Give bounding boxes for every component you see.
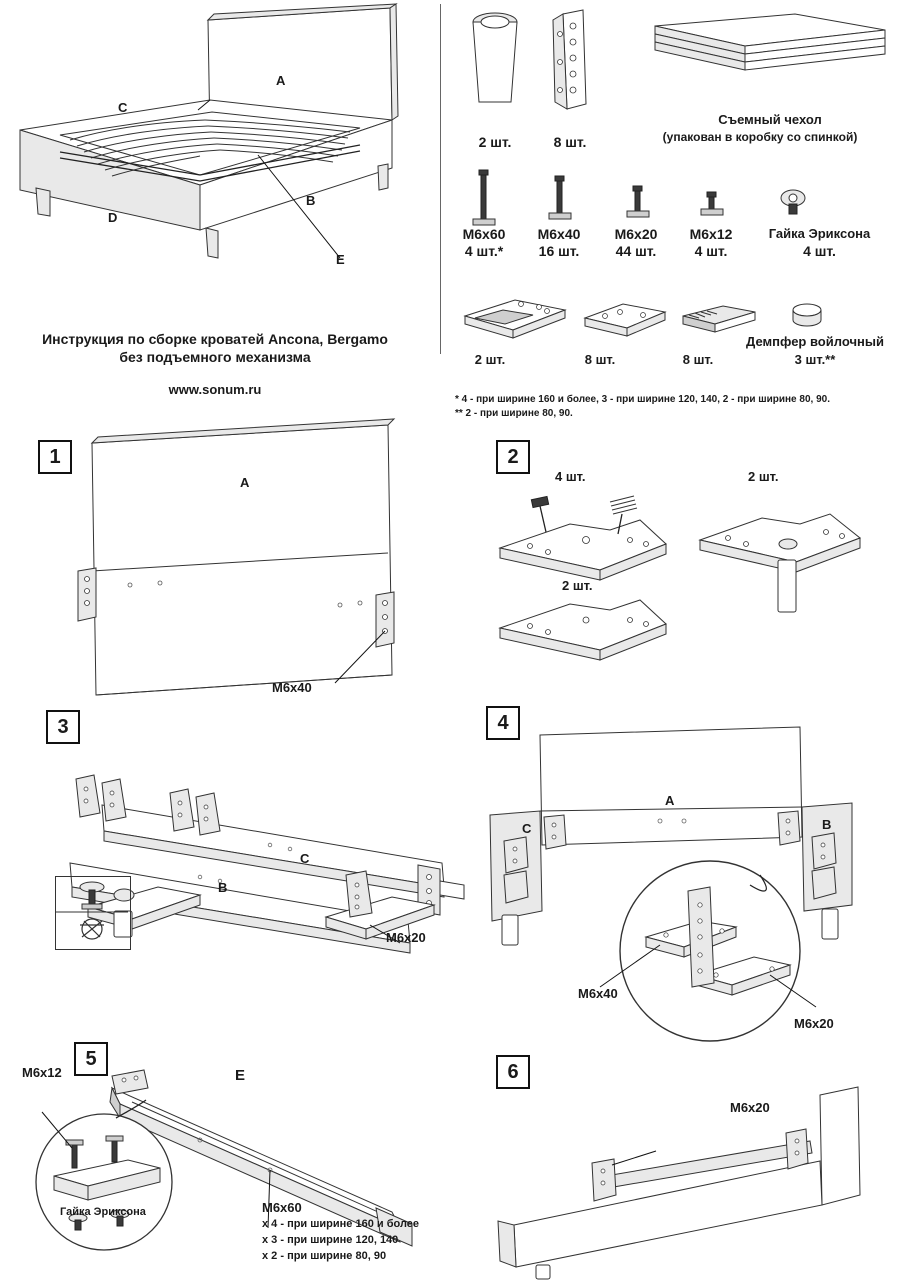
step-6-illustration <box>480 1085 890 1275</box>
bolt-name-m6x60: M6x60 <box>462 226 506 242</box>
step3-callout-m6x20: M6x20 <box>386 930 426 945</box>
step1-callout-m6x40: M6x40 <box>272 680 312 695</box>
title-line-1: Инструкция по сборке кроватей Ancona, Bergamo <box>42 331 388 347</box>
step1-label-A: A <box>240 475 250 490</box>
step5-note-2: x 3 - при ширине 120, 140 <box>262 1234 399 1246</box>
footnote-1: * 4 - при ширине 160 и более, 3 - при ширине 120, 140, 2 - при ширине 80, 90. <box>455 394 830 405</box>
step4-label-C: C <box>522 821 532 836</box>
part-qty-pad: 8 шт. <box>682 352 714 367</box>
step4-callout-m6x40: M6x40 <box>578 986 618 1001</box>
bed-label-E: E <box>336 252 345 267</box>
damper-name: Демпфер войлочный <box>746 334 884 349</box>
parts-list <box>455 4 895 419</box>
nut-qty-eriksson: 4 шт. <box>803 243 836 259</box>
step2-qty-1: 4 шт. <box>555 469 586 484</box>
step5-label-E: E <box>235 1067 246 1084</box>
bolt-qty-m6x40: 16 шт. <box>538 243 580 259</box>
step-1-illustration <box>70 425 450 715</box>
step5-note-1: x 4 - при ширине 160 и более <box>262 1218 420 1230</box>
bolt-qty-m6x60: 4 шт.* <box>464 243 504 259</box>
step-number-4: 4 <box>486 706 520 740</box>
step-number-2: 2 <box>496 440 530 474</box>
step6-callout-m6x20: M6x20 <box>730 1100 770 1115</box>
title-line-2: без подъемного механизма <box>119 349 311 365</box>
part-qty-corner-bracket: 8 шт. <box>553 134 587 150</box>
bed-label-B: B <box>306 193 316 208</box>
step-number-3: 3 <box>46 710 80 744</box>
bolt-qty-m6x20: 44 шт. <box>615 243 657 259</box>
step-2-illustration <box>470 460 890 680</box>
step4-callout-m6x20: M6x20 <box>794 1016 834 1031</box>
bed-label-C: C <box>118 100 128 115</box>
step4-label-A: A <box>665 793 675 808</box>
step3-label-B: B <box>218 880 228 895</box>
page-title <box>10 330 420 366</box>
bolt-name-m6x20: M6x20 <box>614 226 658 242</box>
step-4-illustration <box>460 725 895 1045</box>
tool-hint-box <box>55 876 131 950</box>
step-number-5: 5 <box>74 1042 108 1076</box>
bed-label-D: D <box>108 210 118 225</box>
step5-callout-m6x60: M6x60 <box>262 1200 302 1215</box>
part-qty-bracket-angle: 8 шт. <box>584 352 616 367</box>
bed-label-A: A <box>276 73 286 88</box>
bolt-name-m6x12: M6x12 <box>689 226 733 242</box>
step-number-1: 1 <box>38 440 72 474</box>
website-link[interactable]: www.sonum.ru <box>168 382 262 397</box>
step2-qty-2: 2 шт. <box>748 469 779 484</box>
nut-name-eriksson: Гайка Эриксона <box>768 226 871 241</box>
part-qty-leg: 2 шт. <box>478 134 512 150</box>
step5-callout-eriksson-nut: Гайка Эриксона <box>60 1206 146 1218</box>
step5-callout-m6x12: M6x12 <box>22 1065 62 1080</box>
part-qty-bracket-long: 2 шт. <box>474 352 506 367</box>
cover-note: (упакован в коробку со спинкой) <box>662 130 858 144</box>
cover-title: Съемный чехол <box>718 112 822 127</box>
bolt-name-m6x40: M6x40 <box>537 226 581 242</box>
damper-qty: 3 шт.** <box>794 352 836 367</box>
step5-note-3: x 2 - при ширине 80, 90 <box>262 1250 387 1262</box>
step2-qty-3: 2 шт. <box>562 578 593 593</box>
bolt-qty-m6x12: 4 шт. <box>694 243 728 259</box>
vertical-divider <box>440 4 441 354</box>
footnote-2: ** 2 - при ширине 80, 90. <box>455 408 573 419</box>
step-number-6: 6 <box>496 1055 530 1089</box>
step4-label-B: B <box>822 817 832 832</box>
step3-label-C: C <box>300 851 310 866</box>
